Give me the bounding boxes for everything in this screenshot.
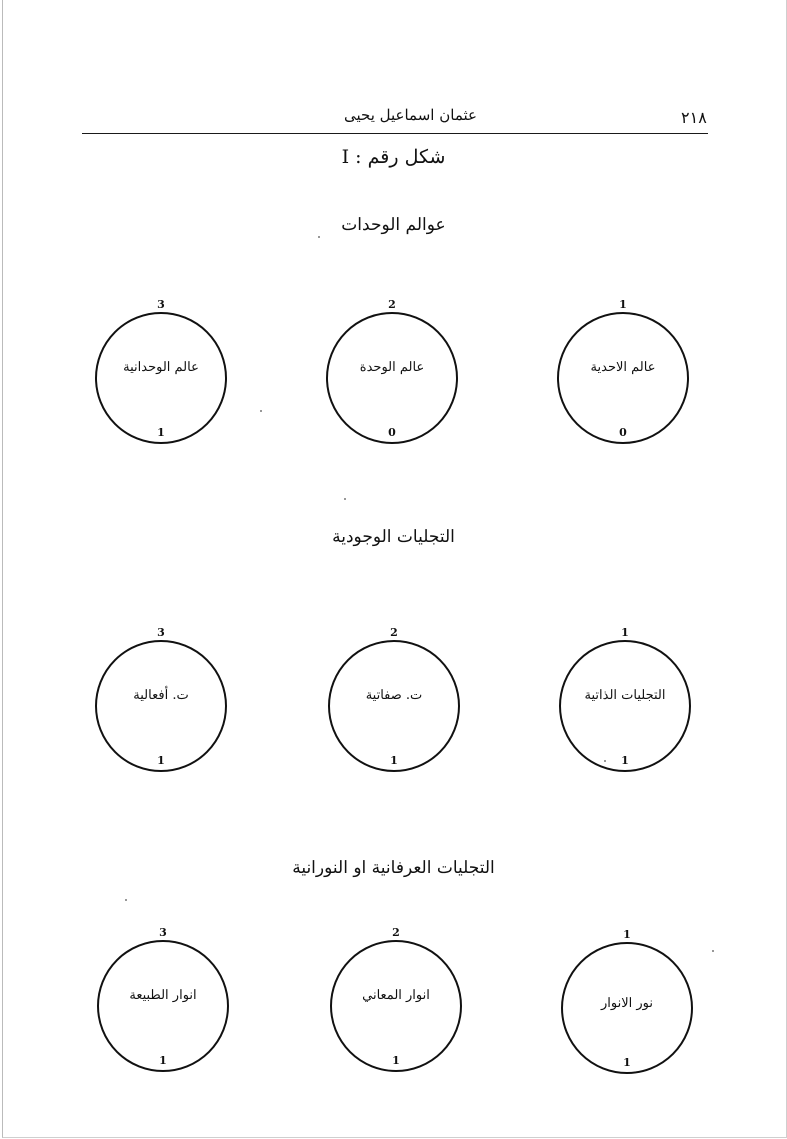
scan-speck [344,498,346,500]
circle-label: عالم الوحدانية [123,360,199,375]
circle-label: انوار المعاني [362,988,430,1003]
running-header-author: عثمان اسماعيل يحيى [344,106,477,124]
circle-node [95,626,227,796]
circle-outline [95,640,227,772]
circle-node [95,298,227,468]
circle-node [97,926,229,1096]
circle-number-bottom: 1 [157,754,165,767]
circle-outline [557,312,689,444]
circle-number-bottom: 1 [623,1056,631,1069]
section-title-worlds-of-unities: عوالم الوحدات [341,215,446,235]
circle-number-bottom: 0 [388,426,396,439]
circle-label: ت. صفاتية [365,688,423,703]
figure-title: شكل رقم : I [341,146,446,168]
circle-node [559,626,691,796]
circle-label: ت. أفعالية [133,688,189,703]
circle-number-top: 2 [392,926,400,939]
circle-number-top: 1 [619,298,627,311]
circle-node [330,926,462,1096]
circle-outline [328,640,460,772]
circle-node [557,298,689,468]
circle-number-bottom: 0 [619,426,627,439]
circle-number-top: 1 [621,626,629,639]
scan-speck [712,950,714,952]
section-title-existential-manifestations: التجليات الوجودية [332,527,455,547]
circle-number-top: 1 [623,928,631,941]
circle-outline [330,940,462,1072]
page-number: ٢١٨ [681,108,707,127]
section-title-gnostic-manifestations: التجليات العرفانية او النورانية [292,858,495,878]
circle-number-top: 3 [157,298,165,311]
circle-number-top: 3 [159,926,167,939]
circle-node [326,298,458,468]
circle-outline [95,312,227,444]
circle-number-top: 2 [388,298,396,311]
circle-number-bottom: 1 [621,754,629,767]
circle-node [328,626,460,796]
circle-label: التجليات الذاتية [584,688,666,703]
circle-number-bottom: 1 [390,754,398,767]
circle-outline [97,940,229,1072]
circle-number-top: 3 [157,626,165,639]
circle-outline [326,312,458,444]
circle-number-bottom: 1 [157,426,165,439]
scan-speck [318,236,320,238]
circle-label: عالم الوحدة [359,360,425,375]
circle-number-bottom: 1 [159,1054,167,1067]
scan-speck [260,410,262,412]
circle-label: نور الانوار [601,996,653,1011]
circle-number-top: 2 [390,626,398,639]
scan-speck [604,760,606,762]
header-rule [82,133,708,134]
circle-label: عالم الاحدية [590,360,656,375]
circle-number-bottom: 1 [392,1054,400,1067]
circle-node [561,928,693,1098]
circle-outline [559,640,691,772]
circle-label: انوار الطبيعة [129,988,197,1003]
scan-speck [125,899,127,901]
